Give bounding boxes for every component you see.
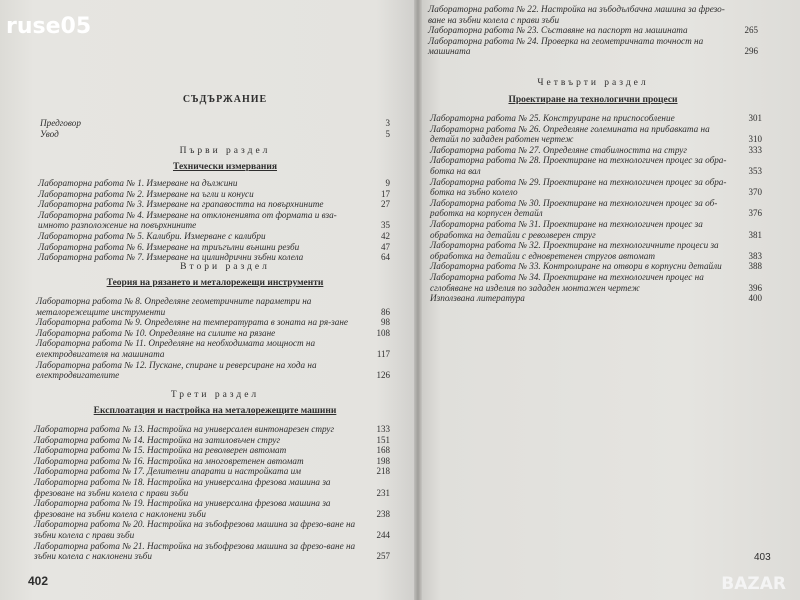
toc-entry-title: Лабораторна работа № 5. Калибри. Измерване с калибри [38,230,266,241]
toc-entry-title: Лабораторна работа № 19. Настройка на универсална фрезова машина за фрезоване на зъбни колела с наклонени зъби [34,498,331,519]
toc-entry-title: Лабораторна работа № 14. Настройка на затиловъчен струг [34,434,281,445]
toc-entry-page: 108 [376,327,390,338]
toc-entry [34,435,390,446]
toc-entry-page: 231 [376,487,390,498]
toc-entry-page: 381 [748,229,762,240]
toc-entry-page: 64 [381,252,390,263]
toc-entry [38,231,390,242]
watermark-text: ruse05 [6,14,92,39]
toc-entry [34,445,390,456]
section-2-list [36,296,390,381]
front-matter-list [40,118,390,139]
toc-entry [34,541,390,562]
toc-entry [38,210,390,231]
section-1-label: Първи раздел [179,146,271,156]
toc-entry-title: Лабораторна работа № 7. Измерване на цилиндрични зъбни колела [38,252,304,263]
toc-entry [38,199,390,210]
section-3-list [34,424,390,562]
toc-entry-page: 244 [376,529,390,540]
toc-entry [40,129,390,140]
toc-entry-title: Лабораторна работа № 15. Настройка на револверен автомат [34,445,287,456]
toc-entry-page: 238 [376,508,390,519]
toc-entry-title: Лабораторна работа № 9. Определяне на температурата в зоната на ря-зане [36,317,348,328]
toc-entry [36,360,390,381]
toc-entry-title: Лабораторна работа № 20. Настройка на зъбофрезова машина за фрезо-ване на зъбни колела с прави зъби [34,519,356,540]
toc-entry-title: Лабораторна работа № 16. Настройка на многовретенен автомат [34,455,304,466]
toc-entry-title: Лабораторна работа № 18. Настройка на универсална фрезова машина за фрезоване на зъбни колела с прави зъби [34,476,331,498]
toc-entry [40,118,390,129]
toc-entry-page: 133 [376,424,390,434]
toc-entry-page: 370 [748,187,762,198]
book-gutter [414,0,422,600]
toc-entry-page: 47 [381,241,390,252]
toc-entry [428,25,758,36]
toc-entry [34,456,390,467]
toc-entry [430,198,762,219]
section-3-label: Трети раздел [170,390,260,400]
toc-entry [38,242,390,253]
toc-entry-title: Лабораторна работа № 21. Настройка на зъбофрезова машина за фрезо-ване на зъбни колела с наклонени зъби [34,540,356,562]
toc-entry [36,317,390,328]
toc-entry [38,178,390,189]
toc-entry-page: 27 [381,199,390,210]
toc-entry-page: 301 [748,113,762,123]
toc-entry-title: Лабораторна работа № 25. Конструиране на приспособление [430,113,675,123]
toc-entry [34,519,390,540]
page-number-right: 403 [754,552,771,563]
toc-entry-title: Увод [40,128,59,139]
toc-entry-page: 333 [748,144,762,155]
toc-entry-title: Лабораторна работа № 4. Измерване на отклоненията от формата и вза-имното разположение на повърхнините [38,209,337,231]
toc-entry-page: 396 [748,282,762,293]
toc-entry-page: 9 [385,178,390,188]
toc-entry [430,145,762,156]
toc-entry-page: 86 [381,306,390,317]
toc-entry-title: Лабораторна работа № 3. Измерване на грапавостта на повърхнините [38,199,324,210]
toc-entry-page: 42 [381,230,390,241]
toc-entry-page: 376 [748,208,762,219]
toc-entry [430,240,762,261]
section-1-title: Технически измервания [172,162,278,172]
section-1-list [38,178,390,263]
toc-entry-title: Лабораторна работа № 1. Измерване на дължини [38,178,238,188]
toc-entry [430,293,762,304]
toc-entry [430,155,762,176]
toc-entry [430,219,762,240]
toc-entry-title: Лабораторна работа № 32. Проектиране на технологичните процеси за обработка на детайли с едновретенен стругов автомат [430,240,719,261]
toc-entry-title: Лабораторна работа № 17. Делителни апарати и настройката им [34,466,302,477]
toc-entry-page: 265 [744,25,758,36]
toc-entry-page: 17 [381,188,390,199]
toc-entry-title: Лабораторна работа № 30. Проектиране на технологичен процес за об-работка на корпусен детайл [430,197,718,219]
toc-entry-title: Лабораторна работа № 23. Съставяне на паспорт на машината [428,25,688,36]
toc-entry [430,272,762,293]
toc-entry-title: Лабораторна работа № 22. Настройка на зъбодълбачна машина за фрезо-ване на зъбни колела с прави зъби [428,4,725,25]
toc-entry-title: Лабораторна работа № 34. Проектиране на технологичен процес на сглобяване на изделия по зададен монтажен чертеж [430,271,704,293]
page-number-left: 402 [28,574,49,588]
toc-entry [430,261,762,272]
toc-entry-page: 168 [376,445,390,456]
toc-entry-title: Предговор [40,118,81,128]
toc-entry-page: 117 [376,348,390,359]
toc-entry [34,498,390,519]
toc-entry [34,424,390,435]
section-3-continued-list [428,4,758,57]
toc-entry-title: Лабораторна работа № 28. Проектиране на технологичен процес за обра-ботка на вал [430,155,727,176]
toc-entry [34,466,390,477]
toc-entry-page: 3 [385,118,390,128]
toc-entry-page: 218 [376,466,390,477]
toc-entry-title: Лабораторна работа № 8. Определяне геометричните параметри на металорежещите инструменти [36,296,312,317]
toc-entry-title: Лабораторна работа № 13. Настройка на универсален винтонарезен струг [34,424,335,434]
toc-entry-title: Лабораторна работа № 10. Определяне на силите на рязане [36,327,276,338]
toc-entry-page: 388 [748,261,762,272]
toc-entry-page: 310 [748,134,762,145]
toc-entry-page: 353 [748,165,762,176]
contents-heading: СЪДЪРЖАНИЕ [182,94,268,105]
toc-entry-title: Лабораторна работа № 31. Проектиране на технологичен процес за обработка на детайли с револверен струг [430,218,703,240]
toc-entry [38,189,390,200]
toc-entry-page: 198 [376,455,390,466]
toc-entry-page: 383 [748,250,762,261]
toc-entry-title: Лабораторна работа № 12. Пускане, спиране и реверсиране на хода на електродвигателите [36,359,317,381]
toc-entry-title: Лабораторна работа № 26. Определяне големината на прибавката на детайл по зададен работен чертеж [430,123,710,145]
toc-entry [36,328,390,339]
toc-entry-title: Лабораторна работа № 24. Проверка на геометричната точност на машината [428,35,704,57]
toc-entry-page: 5 [385,128,390,139]
toc-entry-title: Лабораторна работа № 2. Измерване на ъгли и конуси [38,188,254,199]
toc-entry-title: Използвана литература [430,293,525,304]
toc-entry [430,113,762,124]
toc-entry-page: 35 [381,220,390,231]
toc-entry [430,124,762,145]
toc-entry-page: 151 [376,434,390,445]
toc-entry [36,338,390,359]
section-2-label: Втори раздел [180,262,270,272]
toc-entry-title: Лабораторна работа № 29. Проектиране на технологичен процес за обра-ботка на зъбно колело [430,176,727,198]
section-4-title: Проектиране на технологични процеси [508,95,678,105]
toc-entry-page: 126 [376,370,390,381]
toc-entry-title: Лабораторна работа № 6. Измерване на триъгълни външни резби [38,241,300,252]
toc-entry-page: 400 [748,293,762,304]
toc-entry [430,177,762,198]
toc-entry-title: Лабораторна работа № 11. Определяне на необходимата мощност на електродвигателя на машината [36,338,316,359]
toc-entry [34,477,390,498]
toc-entry-title: Лабораторна работа № 27. Определяне стабилността на струг [430,144,687,155]
section-2-title: Теория на рязането и металорежещи инструменти [106,278,324,288]
toc-entry-title: Лабораторна работа № 33. Контролиране на отвори в корпусни детайли [430,261,722,272]
toc-entry [428,4,758,25]
toc-entry [428,36,758,57]
section-4-label: Четвърти раздел [537,78,649,88]
toc-entry-page: 98 [381,317,390,328]
toc-entry [36,296,390,317]
toc-entry-page: 296 [744,46,758,57]
watermark-logo: BAZAR [721,574,786,594]
section-3-title: Експлоатация и настройка на металорежещите машини [93,406,337,416]
section-4-list [430,113,762,304]
toc-entry-page: 257 [376,551,390,562]
